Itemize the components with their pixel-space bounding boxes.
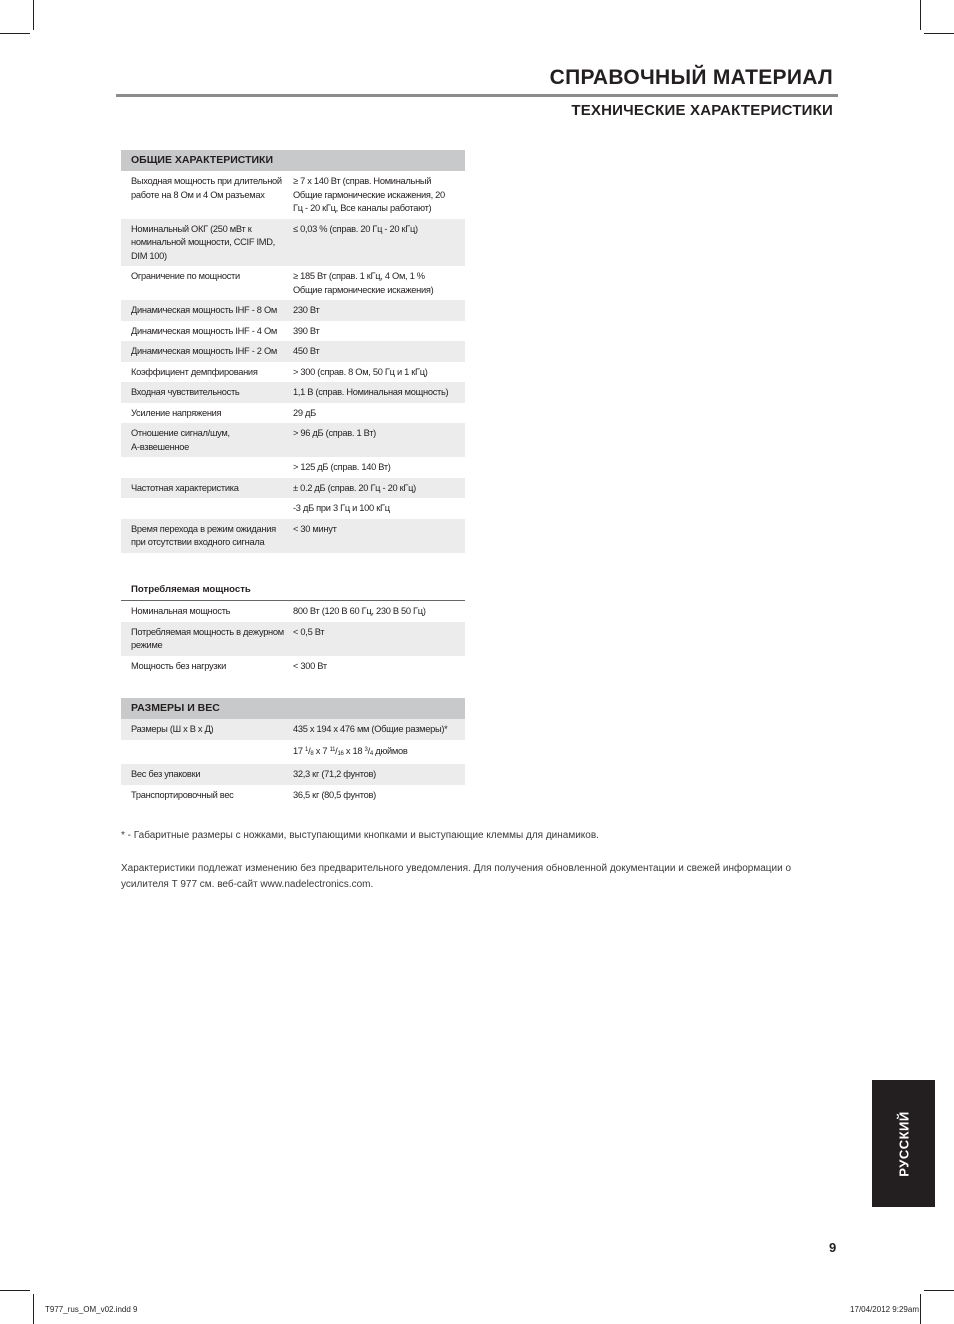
title-divider [116, 94, 838, 97]
footer-filename: T977_rus_OM_v02.indd 9 [45, 1305, 138, 1314]
spec-label [121, 407, 293, 421]
spec-label-line: Ограничение по мощности [131, 271, 240, 281]
language-tab-label: РУССКИЙ [896, 1110, 911, 1177]
spec-label [121, 605, 293, 619]
spec-rows [121, 171, 465, 553]
spec-label-line: Динамическая мощность IHF - 8 Ом [131, 305, 277, 315]
spec-value-line: 390 Вт [293, 325, 320, 336]
spec-value [293, 605, 455, 619]
spec-value-line: 230 Вт [293, 305, 320, 315]
spec-value [293, 626, 455, 653]
spec-label-line: Номинальная мощность [131, 606, 231, 616]
spec-label-line: А-взвешенное [131, 441, 190, 452]
spec-value-line: > 96 дБ (справ. 1 Вт) [293, 428, 376, 438]
spec-label [121, 744, 293, 762]
general-spec-table [121, 150, 465, 553]
spec-value [293, 523, 455, 550]
table-row [121, 719, 465, 740]
spec-label [121, 270, 293, 297]
spec-value-line: 435 x 194 x 476 мм (Общие размеры)* [293, 724, 448, 734]
page-subtitle: ТЕХНИЧЕСКИЕ ХАРАКТЕРИСТИКИ [571, 102, 833, 119]
table-row [121, 519, 465, 553]
spec-value [293, 386, 455, 400]
table-row [121, 423, 465, 457]
table-row [121, 321, 465, 342]
inch-part: 16 [337, 750, 344, 757]
inch-part: 11 [329, 746, 336, 753]
spec-value-line: > 300 (справ. 8 Ом, 50 Гц и 1 кГц) [293, 366, 428, 377]
spec-label [121, 660, 293, 674]
crop-mark [924, 33, 954, 34]
spec-value [293, 223, 455, 264]
spec-value-line: ± 0.2 дБ (справ. 20 Гц - 20 кГц) [293, 482, 416, 493]
spec-rows [121, 601, 465, 676]
spec-label [121, 523, 293, 550]
spec-value [293, 461, 455, 475]
spec-value-line: 450 Вт [293, 346, 320, 356]
spec-label-line: Потребляемая мощность в дежурном [131, 626, 284, 637]
spec-value [293, 482, 455, 496]
spec-value [293, 744, 455, 762]
table-row [121, 403, 465, 424]
inch-part: 3 [364, 746, 368, 753]
spec-value [293, 789, 455, 803]
spec-label-line: Коэффициент демпфирования [131, 366, 258, 377]
table-row [121, 362, 465, 383]
page-title: СПРАВОЧНЫЙ МАТЕРИАЛ [549, 66, 833, 89]
spec-label [121, 366, 293, 380]
spec-label [121, 502, 293, 516]
spec-value-line: 32,3 кг (71,2 фунтов) [293, 769, 376, 779]
spec-label-line: DIM 100) [131, 250, 167, 261]
spec-value-line: 36,5 кг (80,5 фунтов) [293, 789, 376, 800]
table-row [121, 341, 465, 362]
footnote: * - Габаритные размеры с ножками, выступающими кнопками и выступающие клеммы для динамиков. [121, 830, 599, 841]
spec-value-line: Общие гармонические искажения) [293, 284, 434, 295]
page-number: 9 [829, 1240, 837, 1255]
dimensions-spec-table [121, 698, 465, 805]
spec-label-line: Номинальный ОКГ (250 мВт к [131, 223, 252, 234]
table-row [121, 382, 465, 403]
spec-label [121, 325, 293, 339]
spec-label-line: Транспортировочный вес [131, 789, 234, 800]
spec-value [293, 768, 455, 782]
spec-label-line: Выходная мощность при длительной [131, 176, 282, 186]
spec-value-line: ≥ 185 Вт (справ. 1 кГц, 4 Ом, 1 % [293, 271, 425, 281]
table-row [121, 478, 465, 499]
spec-value-line: < 0,5 Вт [293, 626, 325, 637]
inch-part: 4 [369, 750, 373, 757]
spec-value [293, 502, 455, 516]
spec-label-line: Усиление напряжения [131, 407, 222, 418]
crop-mark [0, 33, 30, 34]
inch-part: 8 [310, 750, 314, 757]
spec-value-line: < 300 Вт [293, 660, 327, 671]
section-heading: ОБЩИЕ ХАРАКТЕРИСТИКИ [121, 150, 465, 171]
crop-mark [924, 1290, 954, 1291]
spec-value [293, 660, 455, 674]
table-row [121, 219, 465, 267]
crop-mark [33, 1294, 34, 1324]
crop-mark [0, 1290, 30, 1291]
spec-value-line: 800 Вт (120 В 60 Гц, 230 В 50 Гц) [293, 606, 426, 616]
table-row [121, 300, 465, 321]
table-row [121, 266, 465, 300]
spec-label [121, 345, 293, 359]
spec-value-line: < 30 минут [293, 523, 337, 534]
spec-value [293, 407, 455, 421]
spec-label [121, 482, 293, 496]
spec-label [121, 723, 293, 737]
spec-label-line: режиме [131, 640, 163, 650]
spec-label [121, 626, 293, 653]
table-row [121, 601, 465, 622]
spec-label-line: Частотная характеристика [131, 482, 239, 493]
table-row [121, 171, 465, 219]
footer-timestamp: 17/04/2012 9:29am [850, 1305, 919, 1314]
spec-value-line: Общие гармонические искажения, 20 [293, 189, 445, 200]
spec-value-inches: 17 $^1/_8$ x 7 $^{11}/_{16}$ x 18 $^3/_4$ дюймов [293, 745, 408, 757]
inch-part: 17 [293, 745, 303, 756]
table-row [121, 498, 465, 519]
spec-label [121, 461, 293, 475]
table-row [121, 740, 465, 765]
language-tab [872, 1080, 935, 1207]
spec-label-line: Мощность без нагрузки [131, 660, 226, 671]
spec-label [121, 223, 293, 264]
inch-part: 18 [352, 745, 363, 756]
spec-value-line: Гц - 20 кГц, Все каналы работают) [293, 203, 432, 213]
spec-label [121, 304, 293, 318]
spec-label [121, 175, 293, 216]
spec-value [293, 304, 455, 318]
table-row [121, 785, 465, 806]
spec-value [293, 345, 455, 359]
spec-value [293, 270, 455, 297]
inch-part: 7 [322, 745, 328, 756]
spec-value [293, 723, 455, 737]
spec-label [121, 789, 293, 803]
disclaimer: Характеристики подлежат изменению без предварительного уведомления. Для получения обновленной документации и свежей информации о усилителя T 977 см. веб-сайт www.nadelectronics.com. [121, 863, 792, 890]
section-heading: Потребляемая мощность [121, 580, 465, 601]
spec-label [121, 386, 293, 400]
spec-rows [121, 719, 465, 805]
spec-value-line: -3 дБ при 3 Гц и 100 кГц [293, 503, 390, 513]
spec-value-line: 1,1 В (справ. Номинальная мощность) [293, 387, 449, 397]
spec-label-line: Вес без упаковки [131, 769, 201, 779]
spec-label-line: номинальной мощности, CCIF IMD, [131, 237, 275, 247]
spec-value [293, 366, 455, 380]
table-row [121, 656, 465, 677]
spec-value [293, 325, 455, 339]
table-row [121, 457, 465, 478]
power-spec-table [121, 580, 465, 676]
spec-label-line: Размеры (Ш x В x Д) [131, 724, 214, 734]
spec-label-line: Динамическая мощность IHF - 2 Ом [131, 346, 277, 356]
spec-value [293, 427, 455, 454]
spec-value-line: ≤ 0,03 % (справ. 20 Гц - 20 кГц) [293, 223, 418, 234]
inch-part: дюймов [375, 745, 408, 756]
spec-label-line: при отсутствии входного сигнала [131, 537, 265, 547]
inch-part: 1 [305, 746, 309, 753]
crop-mark [33, 0, 34, 30]
crop-mark [920, 1294, 921, 1324]
spec-label-line: Динамическая мощность IHF - 4 Ом [131, 325, 277, 336]
spec-label-line: Входная чувствительность [131, 387, 240, 397]
crop-mark [920, 0, 921, 30]
table-row [121, 764, 465, 785]
spec-label-line: работе на 8 Ом и 4 Ом разъемах [131, 189, 265, 200]
section-heading: РАЗМЕРЫ И ВЕС [121, 698, 465, 719]
spec-label [121, 768, 293, 782]
spec-label [121, 427, 293, 454]
spec-value-line: > 125 дБ (справ. 140 Вт) [293, 462, 391, 472]
spec-label-line: Время перехода в режим ожидания [131, 523, 276, 534]
spec-value-line: ≥ 7 x 140 Вт (справ. Номинальный [293, 176, 432, 186]
table-row [121, 622, 465, 656]
spec-value [293, 175, 455, 216]
spec-value-line: 29 дБ [293, 407, 316, 418]
spec-label-line: Отношение сигнал/шум, [131, 428, 230, 438]
